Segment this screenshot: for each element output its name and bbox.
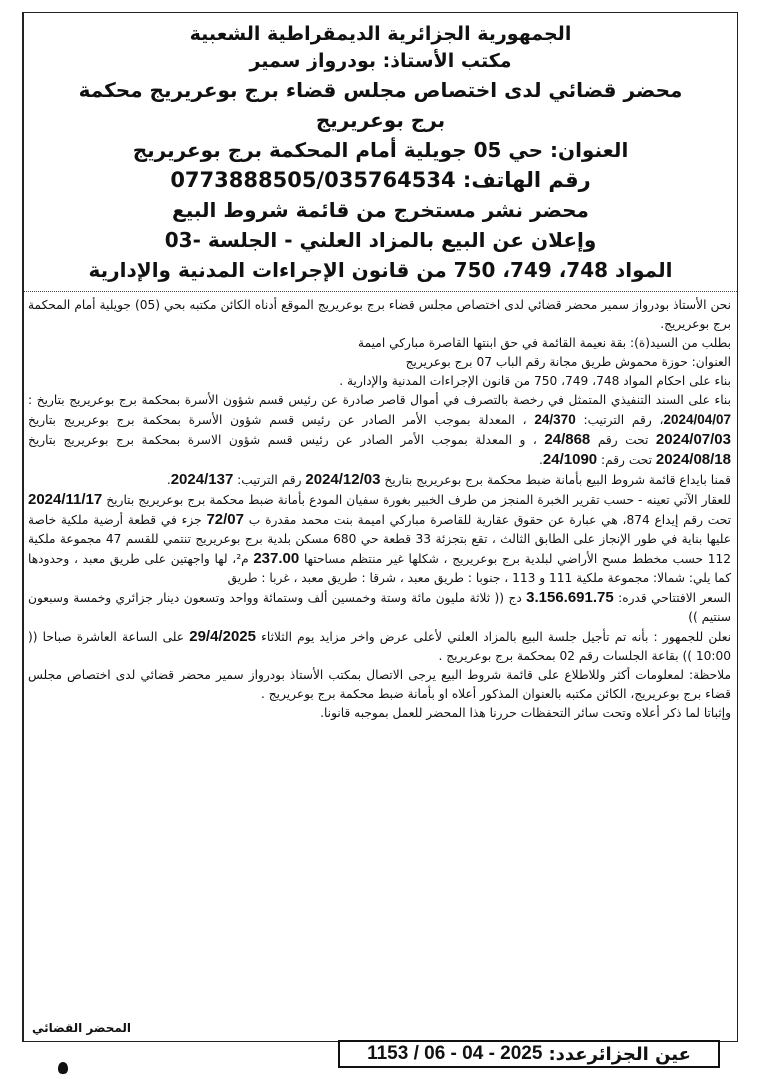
court-name: برج بوعريريج xyxy=(315,108,446,132)
office-name: مكتب الأستاذ: بودرواز سمير xyxy=(249,50,512,72)
auction-date-paragraph: نعلن للجمهور : بأنه تم تأجيل جلسة البيع بالمزاد العلني لأعلى عرض واخر مزايد يوم الثلاثاء 29/4/2025 على الساعة العاشرة صباحا (( 10:00 )) بقاعة الجلسات رقم 02 بمحكمة برج بوعريريج . xyxy=(28,628,732,663)
auction-announcement: وإعلان عن البيع بالمزاد العلني - الجلسة -03 xyxy=(164,228,597,252)
notice-header xyxy=(24,13,737,285)
header-divider xyxy=(24,291,737,292)
deposit-paragraph: قمنا بايداع قائمة شروط البيع بأمانة ضبط محكمة برج بوعريريج بتاريخ 2024/12/03 رقم الترتيب: 2024/137. xyxy=(166,471,731,488)
intro-paragraph: نحن الأستاذ بودرواز سمير محضر قضائي لدى اختصاص مجلس قضاء برج بوعريريج الموقع أدناه الكائن مكتبه بحي (05) جويلية أمام المحكمة برج بوعريريج. xyxy=(28,298,731,331)
office-address: العنوان: حي 05 جويلية أمام المحكمة برج بوعريريج xyxy=(132,138,629,162)
property-description-paragraph: للعقار الآتي تعينه - حسب تقرير الخبرة المنجز من طرف الخبير بغورة سفيان المودع بأمانة ضبط محكمة برج بوعريريج بتاريخ 2024/11/17 تحت رقم إيداع 874، هي عبارة عن حقوق عقارية للقاصرة مباركي اميمة بنت محمد مقدرة ب 72/07 جزء في قطعة أرضية ملكية خاصة عليها بناية في طور الإنجاز على الطابق الثالث ، تقع بتجزئة 33 قطعة حي 680 مسكن بلدية برج بوعريريج تنتمي للقسم 47 مجموعة ملكية 112 حسب مخطط مسح الأراضي لبلدية برج بوعريريج ، شكلها غير منتظم مساحتها 237.00 م²، لها واجهتين على طريق معبد ، وحدودها كما يلي: شمالا: مجموعة ملكية 111 و 113 ، جنوبا : طريق معبد ، شرقا : طريق معبد ، غربا : طريق xyxy=(28,491,732,585)
signature-label: المحضر القضائي xyxy=(32,1021,132,1035)
legal-basis-paragraph: بناء على احكام المواد 748، 749، 750 من قانون الإجراءات المدنية والإدارية . xyxy=(339,374,731,388)
closing-paragraph: وإثباتا لما ذكر أعلاه وتحت سائر التحفظات حررنا هذا المحضر للعمل بموجبه قانونا. xyxy=(320,706,731,720)
legal-articles: المواد 748، 749، 750 من قانون الإجراءات المدنية والإدارية xyxy=(88,258,673,282)
notice-title: محضر نشر مستخرج من قائمة شروط البيع xyxy=(172,198,589,222)
notice-body xyxy=(24,296,737,723)
newspaper-issue-box xyxy=(338,1040,720,1068)
legal-notice xyxy=(22,12,738,1042)
issue-label: عين الجزائرعدد: xyxy=(548,1043,691,1065)
bailiff-jurisdiction: محضر قضائي لدى اختصاص مجلس قضاء برج بوعريريج محكمة xyxy=(78,78,683,102)
opening-price-paragraph: السعر الافتتاحي قدره: 3.156.691.75 دج (( ثلاثة مليون مائة وستة وخمسين ألف وستمائة وواحد وتسعون دينار جزائري وخمسة وسبعون سنتيم )) xyxy=(28,589,731,624)
republic-title: الجمهورية الجزائرية الديمقراطية الشعبية xyxy=(189,23,572,45)
requester-address: العنوان: حوزة محموش طريق مجانة رقم الباب 07 برج بوعريريج xyxy=(405,355,731,369)
ink-speck xyxy=(58,1062,68,1074)
note-paragraph: ملاحظة: لمعلومات أكثر وللاطلاع على قائمة شروط البيع يرجى الاتصال بمكتب الأستاذ بودرواز سمير محضر قضائي لدى اختصاص مجلس قضاء برج بوعريريج، الكائن مكتبه بالعنوان المذكور أعلاه او بأمانة ضبط محكمة برج بوعريريج . xyxy=(28,668,731,701)
issue-number-date: 1153 / 06 - 04 - 2025 xyxy=(367,1043,543,1064)
executive-title-paragraph: بناء على السند التنفيذي المتمثل في رخصة بالتصرف في أموال قاصر صادرة عن رئيس قسم شؤون الأسرة بمحكمة برج بوعريريج بتاريخ : 2024/04/07، رقم الترتيب: 24/370 ، المعدلة بموجب الأمر الصادر عن رئيس قسم شؤون الأسرة بمحكمة برج بوعريريج بتاريخ 2024/07/03 تحت رقم 24/868 ، و المعدلة بموجب الأمر الصادر عن رئيس قسم شؤون الاسرة بمحكمة برج بوعريريج بتاريخ 2024/08/18 تحت رقم: 24/1090. xyxy=(28,393,732,468)
office-phone: رقم الهاتف: 0773888505/035764534 xyxy=(170,168,591,192)
requester-paragraph: بطلب من السيد(ة): بقة نعيمة القائمة في حق ابنتها القاصرة مباركي اميمة xyxy=(358,336,731,350)
